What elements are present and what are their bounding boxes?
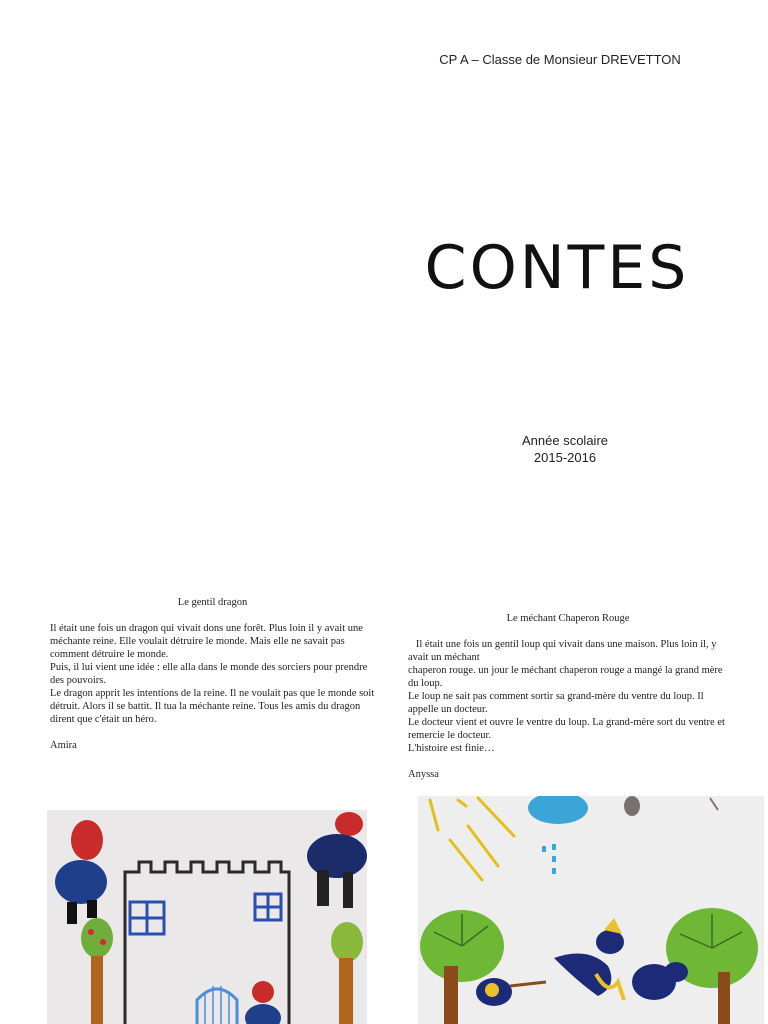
story-author: Anyssa: [408, 769, 439, 780]
story-paragraph: Il était une fois un gentil loup qui vivait dans une maison. Plus loin il, y avait un méchant: [408, 639, 720, 663]
story-gentil-dragon: [50, 596, 375, 752]
story-title: Le gentil dragon: [177, 597, 248, 608]
story-paragraph: Il était une fois un dragon qui vivait dons une forêt. Plus loin il y avait une méchante reine. Elle voulait détruire le monde. Mais elle ne savait pas comment détruire le monde.: [50, 623, 363, 660]
story-mechant-chaperon-rouge: [408, 612, 728, 781]
story-paragraph: Puis, il lui vient une idée : elle alla dans le monde des sorciers pour prendre des pouvoirs.: [50, 662, 368, 686]
story-author: Amira: [50, 740, 77, 751]
story-paragraph: L'histoire est finie…: [408, 743, 495, 754]
story-paragraph: Le docteur vient et ouvre le ventre du loup. La grand-mère sort du ventre et remercie le docteur.: [408, 717, 725, 741]
story-paragraph: Le loup ne sait pas comment sortir sa grand-mère du ventre du loup. Il appelle un docteur.: [408, 691, 704, 715]
story-paragraph: chaperon rouge. un jour le méchant chaperon rouge a mangé la grand mère du loup.: [408, 665, 723, 689]
story-paragraph: Le dragon apprit les intentions de la reine. Il ne voulait pas que le monde soit détruit. Alors il se battit. Il tua la méchante reine. Tous les amis du dragon dirent que c'était un héro.: [50, 688, 375, 725]
castle-drawing-svg: [47, 810, 367, 1024]
school-year-value: 2015-2016: [533, 450, 597, 465]
trees-and-animals-drawing: [418, 796, 764, 1024]
castle-with-figures-drawing: [47, 810, 367, 1024]
class-header: CP A – Classe de Monsieur DREVETTON: [439, 52, 681, 67]
story-title: Le méchant Chaperon Rouge: [506, 613, 630, 624]
page-title: CONTES: [424, 233, 690, 303]
school-year: [465, 432, 665, 466]
trees-drawing-svg: [418, 796, 764, 1024]
school-year-label: Année scolaire: [522, 433, 608, 448]
